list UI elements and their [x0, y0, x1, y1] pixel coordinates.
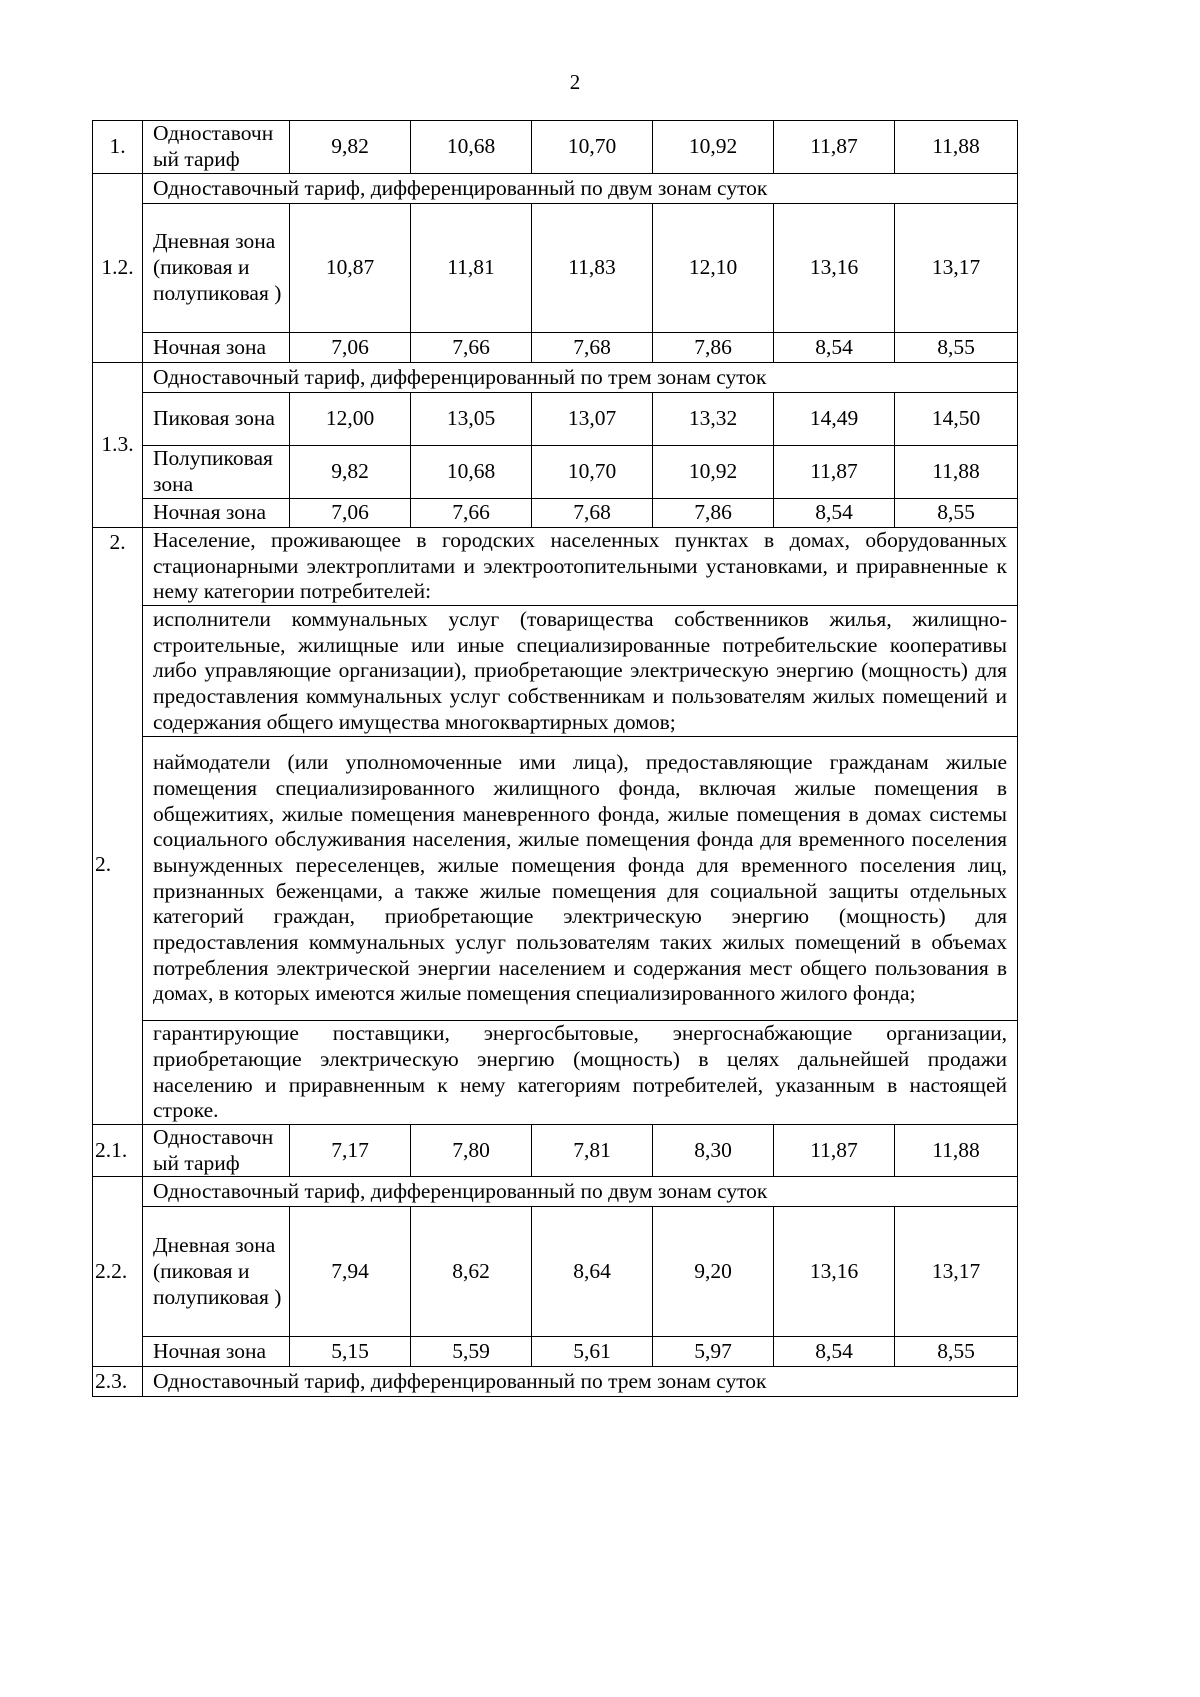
category-description: гарантирующие поставщики, энергосбытовые, энергоснабжающие организации, приобретающие электрическую энергию (мощность) в целях дальнейшей продажи населению и приравненным к нему категориям потребителей, указанным в настоящей строке.	[143, 1021, 1018, 1125]
table-row	[93, 204, 1018, 333]
tariff-value: 7,68	[532, 333, 653, 363]
tariff-value: 10,70	[532, 446, 653, 499]
tariff-value: 11,88	[895, 446, 1018, 499]
tariff-label: Дневная зона (пиковая и полупиковая )	[143, 204, 290, 333]
tariff-value: 11,87	[774, 446, 895, 499]
tariff-value: 7,68	[532, 499, 653, 528]
tariff-value: 7,80	[411, 1124, 532, 1176]
table-row	[93, 499, 1018, 528]
section-heading: Одноставочный тариф, дифференцированный по двум зонам суток	[143, 174, 1018, 204]
tariff-value: 8,55	[895, 333, 1018, 363]
table-row	[93, 446, 1018, 499]
section-heading: Одноставочный тариф, дифференцированный по двум зонам суток	[143, 1177, 1018, 1207]
tariff-value: 13,17	[895, 1207, 1018, 1337]
tariff-value: 5,15	[290, 1337, 411, 1367]
tariff-value: 7,66	[411, 333, 532, 363]
tariff-value: 13,17	[895, 204, 1018, 333]
table-row	[93, 1367, 1018, 1397]
tariff-value: 7,86	[653, 333, 774, 363]
table-row	[93, 1207, 1018, 1337]
tariff-value: 11,87	[774, 1124, 895, 1176]
row-number: 1.2.	[93, 174, 143, 363]
tariff-value: 11,87	[774, 121, 895, 174]
tariff-value: 8,62	[411, 1207, 532, 1337]
table-row	[93, 1337, 1018, 1367]
tariff-value: 11,88	[895, 121, 1018, 174]
tariff-label: Ночная зона	[143, 1337, 290, 1367]
table-row	[93, 1124, 1018, 1176]
tariff-value: 9,82	[290, 121, 411, 174]
table-row	[93, 606, 1018, 737]
row-number: 2.3.	[93, 1367, 143, 1397]
tariff-value: 5,61	[532, 1337, 653, 1367]
section-heading: Одноставочный тариф, дифференцированный по трем зонам суток	[143, 1367, 1018, 1397]
table-row	[93, 363, 1018, 393]
tariff-value: 12,00	[290, 393, 411, 446]
tariff-value: 7,06	[290, 333, 411, 363]
tariff-value: 11,88	[895, 1124, 1018, 1176]
tariff-value: 7,86	[653, 499, 774, 528]
tariff-value: 14,49	[774, 393, 895, 446]
table-row	[93, 393, 1018, 446]
category-description: наймодатели (или уполномоченные ими лица), предоставляющие гражданам жилые помещения специализированного жилищного фонда, включая жилые помещения в общежитиях, жилые помещения маневренного фонда, жилые помещения в домах системы социального обслуживания населения, жилые помещения фонда для временного поселения вынужденных переселенцев, жилые помещения фонда для временного поселения лиц, признанных беженцами, а также жилые помещения для социальной защиты отдельных категорий граждан, приобретающие электрическую энергию (мощность) для предоставления коммунальных услуг пользователям таких жилых помещений в объемах потребления электрической энергии населением и содержания мест общего пользования в домах, в которых имеются жилые помещения специализированного жилого фонда;	[143, 737, 1018, 1021]
tariff-value: 7,17	[290, 1124, 411, 1176]
tariff-value: 10,68	[411, 121, 532, 174]
row-number: 1.3.	[93, 363, 143, 528]
tariff-label: Ночная зона	[143, 499, 290, 528]
page-number: 2	[569, 70, 581, 94]
category-description: Население, проживающее в городских населенных пунктах в домах, оборудованных стационарными электроплитами и электроотопительными установками, и приравненные к нему категории потребителей:	[143, 528, 1018, 606]
table-row	[93, 528, 1018, 606]
tariff-value: 5,59	[411, 1337, 532, 1367]
tariff-value: 8,55	[895, 499, 1018, 528]
tariff-value: 8,64	[532, 1207, 653, 1337]
tariff-value: 11,81	[411, 204, 532, 333]
tariff-value: 11,83	[532, 204, 653, 333]
table-row	[93, 333, 1018, 363]
tariff-value: 8,54	[774, 333, 895, 363]
tariff-value: 10,87	[290, 204, 411, 333]
table-row	[93, 737, 1018, 1021]
tariff-label: Дневная зона (пиковая и полупиковая )	[143, 1207, 290, 1337]
section-heading: Одноставочный тариф, дифференцированный по трем зонам суток	[143, 363, 1018, 393]
tariff-value: 10,70	[532, 121, 653, 174]
tariff-value: 7,94	[290, 1207, 411, 1337]
tariff-value: 14,50	[895, 393, 1018, 446]
row-number: 2.1.	[93, 1124, 143, 1176]
table-row	[93, 1021, 1018, 1125]
category-description: исполнители коммунальных услуг (товарищества собственников жилья, жилищно-строительные, жилищные или иные специализированные потребительские кооперативы либо управляющие организации), приобретающие электрическую энергию (мощность) для предоставления коммунальных услуг собственникам и пользователям жилых помещений и содержания общего имущества многоквартирных домов;	[143, 606, 1018, 737]
table-row	[93, 1177, 1018, 1207]
tariff-value: 10,68	[411, 446, 532, 499]
tariff-value: 13,07	[532, 393, 653, 446]
tariff-value: 7,06	[290, 499, 411, 528]
tariff-value: 12,10	[653, 204, 774, 333]
tariff-label: Ночная зона	[143, 333, 290, 363]
tariff-value: 13,05	[411, 393, 532, 446]
tariff-label: Одноставочн ый тариф	[143, 1124, 290, 1176]
tariff-table	[92, 120, 1018, 1397]
row-number: 1.	[93, 121, 143, 174]
tariff-label: Полупиковая зона	[143, 446, 290, 499]
tariff-value: 10,92	[653, 121, 774, 174]
tariff-value: 10,92	[653, 446, 774, 499]
tariff-value: 5,97	[653, 1337, 774, 1367]
tariff-value: 13,32	[653, 393, 774, 446]
table-row	[93, 121, 1018, 174]
tariff-value: 7,66	[411, 499, 532, 528]
tariff-label: Одноставочн ый тариф	[143, 121, 290, 174]
row-number: 2.2.	[93, 1177, 143, 1367]
tariff-label: Пиковая зона	[143, 393, 290, 446]
tariff-value: 13,16	[774, 1207, 895, 1337]
tariff-value: 9,20	[653, 1207, 774, 1337]
row-number: 2.	[93, 606, 143, 1125]
row-number: 2.	[93, 528, 143, 606]
tariff-value: 8,55	[895, 1337, 1018, 1367]
tariff-value: 8,54	[774, 1337, 895, 1367]
tariff-value: 8,30	[653, 1124, 774, 1176]
tariff-value: 7,81	[532, 1124, 653, 1176]
tariff-value: 8,54	[774, 499, 895, 528]
tariff-value: 13,16	[774, 204, 895, 333]
table-row	[93, 174, 1018, 204]
tariff-value: 9,82	[290, 446, 411, 499]
